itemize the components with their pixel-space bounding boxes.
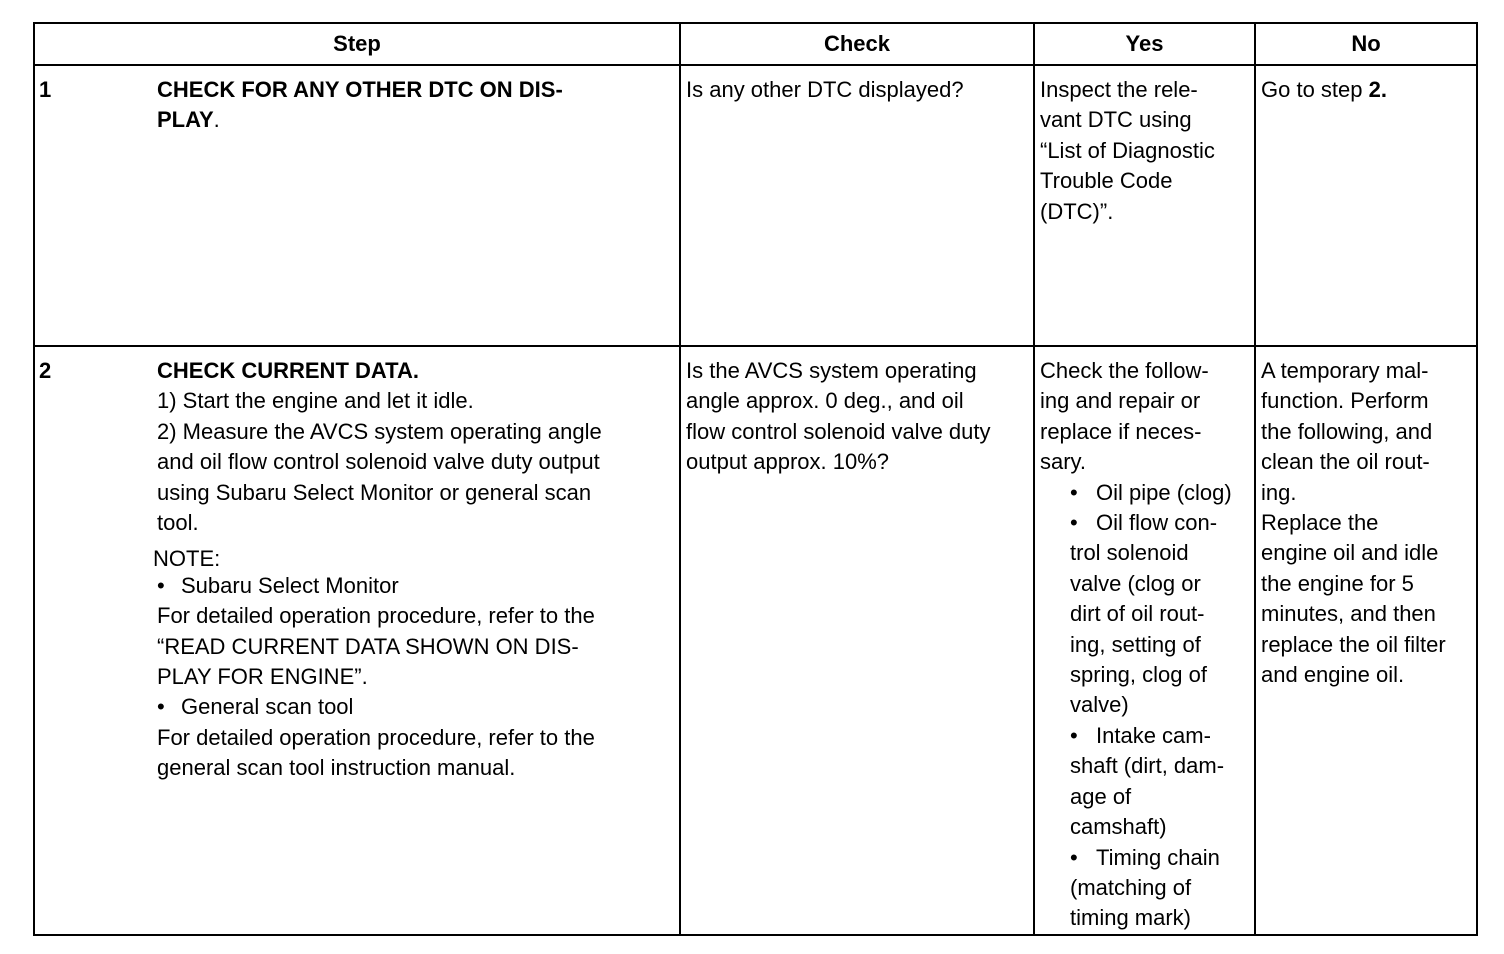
bullet-icon: • [1070,722,1078,748]
step-number: 2 [39,358,52,383]
yes-cell [1034,65,1255,346]
table-row [34,65,1477,346]
step-instruction: using Subaru Select Monitor or general scan [157,479,592,505]
no-text: Go to step 2. [1261,77,1387,102]
no-step-ref: 2. [1368,77,1387,102]
list-item: • Oil flow con- [1070,508,1250,538]
no-cell [1255,346,1477,935]
step-cell [34,65,680,346]
note-item: • General scan tool [153,692,675,722]
no-text: A temporary mal- function. Perform the following, and clean the oil rout- ing. Replace the engine oil and idle the engine for 5 minutes, and then replace the oil filter and engine oil. [1261,358,1446,688]
step-title: CHECK CURRENT DATA. [157,358,419,383]
yes-text: Inspect the rele- vant DTC using “List of Diagnostic Trouble Code (DTC)”. [1040,77,1215,224]
header-step: Step [34,23,680,65]
step-cell [34,346,680,935]
yes-cell [1034,346,1255,935]
bullet-icon: • [157,572,165,598]
bullet-icon: • [1070,510,1078,536]
yes-bullet-list: • Oil pipe (clog) • Oil flow con- trol solenoid valve (clog or dirt of oil rout- ing, setting of spring, clog of valve) • Intake cam- shaft (dirt, dam- age of camshaft) • Timing chain (matching of timing mark) [1070,478,1250,934]
check-cell [680,346,1034,935]
check-cell [680,65,1034,346]
no-cell [1255,65,1477,346]
table-row [34,346,1477,935]
yes-text: Check the follow- ing and repair or replace if neces- sary. • Oil pipe (clog) • Oil flow con- trol solenoid valve (clog or dirt of oil rout- ing, setting of spring, clog of valve) • Intake cam- shaft (dirt, dam- age of camshaft) • Timing chain (matching of timing mark) [1035,347,1254,934]
step-title: CHECK FOR ANY OTHER DTC ON DIS- PLAY. [157,77,563,133]
step-instruction: and oil flow control solenoid valve duty output [157,449,600,475]
note-block: NOTE: • Subaru Select Monitor For detailed operation procedure, refer to the “READ CURRENT DATA SHOWN ON DIS- PLAY FOR ENGINE”. • General scan tool For detailed operation procedure, refer to the general scan tool instruction manual. [153,544,675,783]
check-text: Is the AVCS system operating angle approx. 0 deg., and oil flow control solenoid valve duty output approx. 10%? [686,358,991,475]
list-item: • Intake cam- [1070,721,1250,751]
step-instruction: 1) Start the engine and let it idle. [157,388,474,414]
note-label: NOTE: [153,546,221,572]
bullet-icon: • [1070,844,1078,870]
check-text: Is any other DTC displayed? [686,77,964,102]
list-item: • Timing chain [1070,843,1250,873]
diagnostic-table [33,22,1478,936]
step-instruction: 2) Measure the AVCS system operating angle [157,418,602,444]
step-instruction: tool. [157,510,199,536]
note-item: • Subaru Select Monitor [153,571,675,601]
step-body [153,347,679,784]
list-item: • Oil pipe (clog) [1070,478,1250,508]
bullet-icon: • [1070,479,1078,505]
header-row [34,23,1477,65]
header-yes: Yes [1034,23,1255,65]
step-body [157,66,679,136]
header-check: Check [680,23,1034,65]
step-number: 1 [39,77,52,102]
header-no: No [1255,23,1477,65]
bullet-icon: • [157,694,165,720]
